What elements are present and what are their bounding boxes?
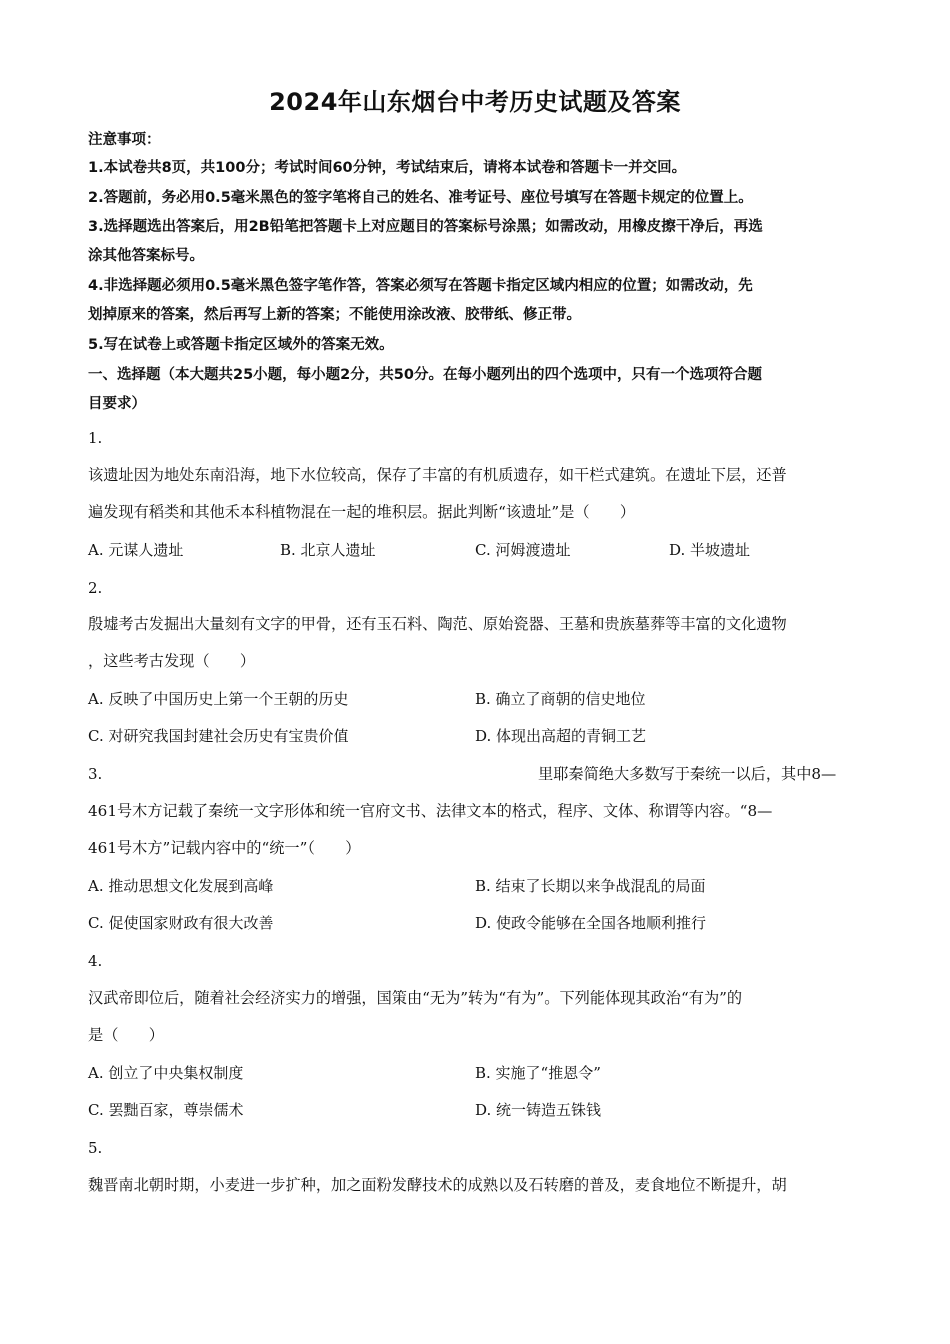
option-d: D. 使政令能够在全国各地顺利推行 (475, 914, 707, 932)
option-a: A. 创立了中央集权制度 (88, 1064, 244, 1082)
notice-item: 4.非选择题必须用0.5毫米黑色签字笔作答，答案必须写在答题卡指定区域内相应的位置；如需改动，先 (88, 278, 753, 294)
question-number: 3. (88, 765, 103, 783)
option-b: B. 结束了长期以来争战混乱的局面 (475, 877, 706, 895)
notice-item: 2.答题前，务必用0.5毫米黑色的签字笔将自己的姓名、准考证号、座位号填写在答题卡规定的位置上。 (88, 190, 753, 206)
option-a: A. 元谋人遗址 (88, 541, 184, 559)
option-c: C. 对研究我国封建社会历史有宝贵价值 (88, 727, 349, 745)
option-b: B. 确立了商朝的信史地位 (475, 690, 646, 708)
question-stem: ，这些考古发现（ ） (88, 652, 256, 670)
question-stem: 汉武帝即位后，随着社会经济实力的增强，国策由“无为”转为“有为”。下列能体现其政治“有为”的 (88, 989, 743, 1007)
question-number: 1. (88, 429, 103, 447)
question-number: 5. (88, 1139, 103, 1157)
document-title: 2024年山东烟台中考历史试题及答案 (269, 88, 681, 116)
option-d: D. 体现出高超的青铜工艺 (475, 727, 647, 745)
section-heading: 目要求） (88, 396, 146, 412)
notice-item: 1.本试卷共8页，共100分；考试时间60分钟，考试结束后，请将本试卷和答题卡一并交回。 (88, 160, 687, 176)
question-stem: 是（ ） (88, 1026, 164, 1044)
notice-heading: 注意事项： (88, 132, 161, 148)
question-number: 2. (88, 579, 103, 597)
notice-item: 涂其他答案标号。 (88, 248, 204, 264)
section-heading: 一、选择题（本大题共25小题，每小题2分，共50分。在每小题列出的四个选项中，只有一个选项符合题 (88, 367, 762, 383)
question-stem: 461号木方记载了秦统一文字形体和统一官府文书、法律文本的格式，程序、文体、称谓等内容。“8— (88, 802, 773, 820)
option-b: B. 实施了“推恩令” (475, 1064, 601, 1082)
question-stem: 该遗址因为地处东南沿海，地下水位较高，保存了丰富的有机质遗存，如干栏式建筑。在遗址下层，还普 (88, 466, 787, 484)
option-c: C. 促使国家财政有很大改善 (88, 914, 274, 932)
option-b: B. 北京人遗址 (280, 541, 376, 559)
question-number: 4. (88, 952, 103, 970)
option-c: C. 罢黜百家，尊崇儒术 (88, 1101, 244, 1119)
notice-item: 3.选择题选出答案后，用2B铅笔把答题卡上对应题目的答案标号涂黑；如需改动，用橡皮擦干净后，再选 (88, 219, 763, 235)
option-d: D. 统一铸造五铢钱 (475, 1101, 602, 1119)
question-stem: 里耶秦简绝大多数写于秦统一以后，其中8— (538, 765, 837, 783)
question-stem: 461号木方”记载内容中的“统一”（ ） (88, 839, 361, 857)
option-c: C. 河姆渡遗址 (475, 541, 571, 559)
notice-item: 划掉原来的答案，然后再写上新的答案；不能使用涂改液、胶带纸、修正带。 (88, 307, 581, 323)
question-stem: 殷墟考古发掘出大量刻有文字的甲骨，还有玉石料、陶范、原始瓷器、王墓和贵族墓葬等丰富的文化遗物 (88, 615, 787, 633)
option-d: D. 半坡遗址 (669, 541, 751, 559)
question-stem: 魏晋南北朝时期，小麦进一步扩种，加之面粉发酵技术的成熟以及石转磨的普及，麦食地位不断提升，胡 (88, 1176, 787, 1194)
notice-item: 5.写在试卷上或答题卡指定区域外的答案无效。 (88, 337, 394, 353)
option-a: A. 推动思想文化发展到高峰 (88, 877, 274, 895)
option-a: A. 反映了中国历史上第一个王朝的历史 (88, 690, 349, 708)
question-stem: 遍发现有稻类和其他禾本科植物混在一起的堆积层。据此判断“该遗址”是（ ） (88, 503, 636, 521)
